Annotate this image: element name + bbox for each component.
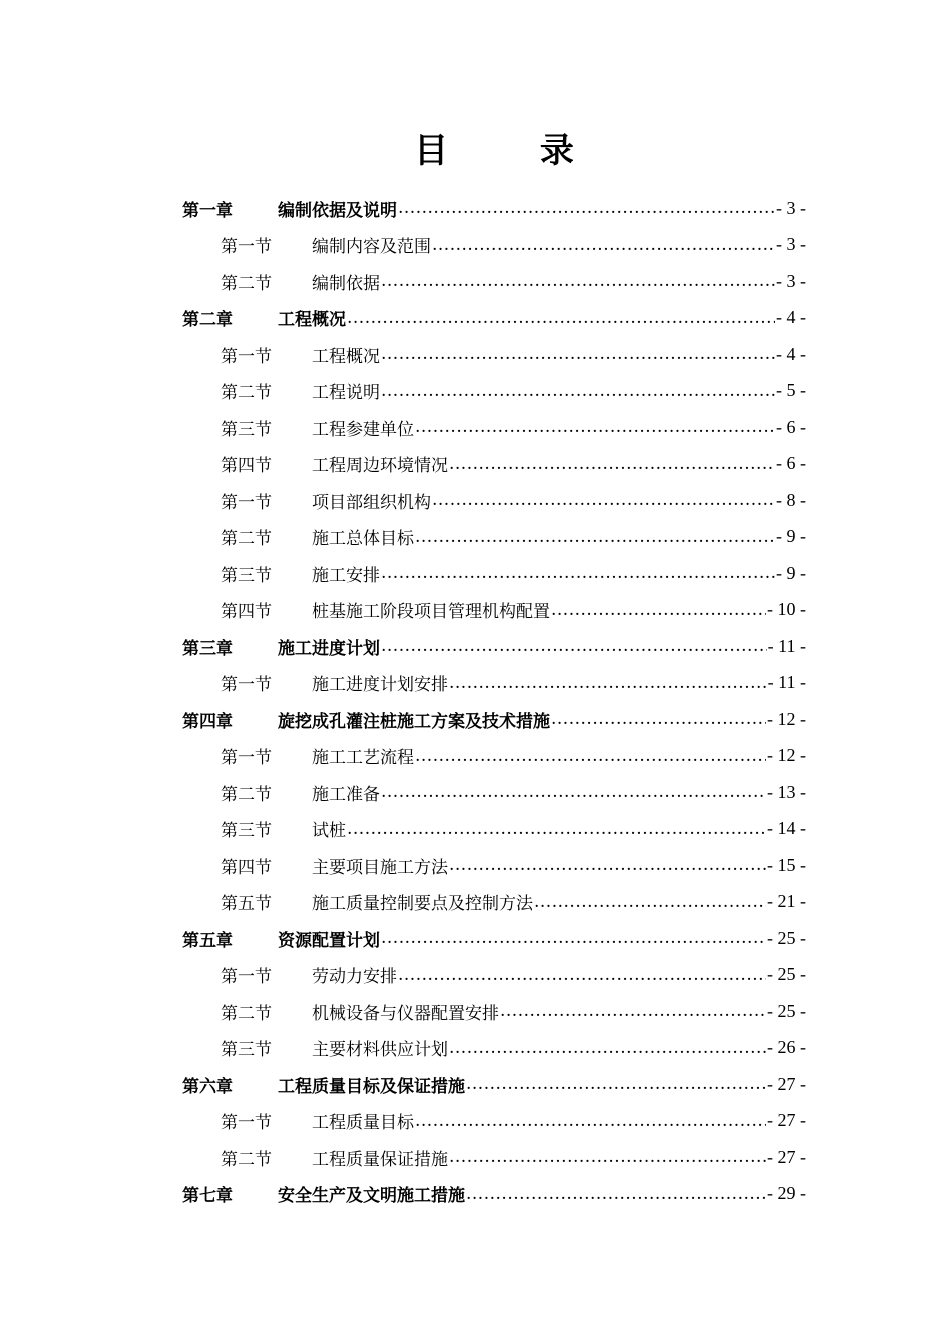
- entry-page-number: - 3 -: [776, 270, 806, 291]
- toc-section-entry[interactable]: [182, 1103, 806, 1140]
- dot-leader: [381, 636, 767, 656]
- entry-title: 工程说明: [312, 383, 380, 404]
- entry-page-number: - 8 -: [776, 489, 806, 510]
- entry-title: 工程质量目标: [312, 1113, 414, 1134]
- entry-number: 第六章: [182, 1076, 233, 1097]
- dot-leader: [466, 1184, 766, 1204]
- entry-title: 安全生产及文明施工措施: [278, 1186, 465, 1207]
- toc-section-entry[interactable]: [182, 957, 806, 994]
- toc-section-entry[interactable]: [182, 1139, 806, 1176]
- entry-page-number: - 4 -: [776, 343, 806, 364]
- toc-section-entry[interactable]: [182, 336, 806, 373]
- entry-number: 第五节: [221, 894, 272, 915]
- dot-leader: [347, 819, 766, 839]
- dot-leader: [415, 1111, 766, 1131]
- entry-number: 第一节: [221, 748, 272, 769]
- toc-chapter-entry[interactable]: [182, 1176, 806, 1213]
- entry-number: 第一节: [221, 346, 272, 367]
- entry-number: 第一节: [221, 1113, 272, 1134]
- toc-section-entry[interactable]: [182, 409, 806, 446]
- dot-leader: [381, 344, 775, 364]
- entry-number: 第二节: [221, 1149, 272, 1170]
- entry-number: 第二节: [221, 1003, 272, 1024]
- entry-number: 第四节: [221, 456, 272, 477]
- entry-page-number: - 14 -: [767, 818, 806, 839]
- toc-section-entry[interactable]: [182, 227, 806, 264]
- entry-title: 编制依据: [312, 273, 380, 294]
- entry-page-number: - 3 -: [776, 234, 806, 255]
- entry-page-number: - 4 -: [776, 307, 806, 328]
- entry-title: 资源配置计划: [278, 930, 380, 951]
- dot-leader: [398, 965, 766, 985]
- toc-section-entry[interactable]: [182, 1030, 806, 1067]
- entry-page-number: - 21 -: [767, 891, 806, 912]
- entry-page-number: - 25 -: [767, 1000, 806, 1021]
- entry-page-number: - 6 -: [776, 453, 806, 474]
- dot-leader: [449, 1147, 766, 1167]
- toc-chapter-entry[interactable]: [182, 300, 806, 337]
- dot-leader: [449, 454, 775, 474]
- entry-page-number: - 12 -: [767, 708, 806, 729]
- toc-section-entry[interactable]: [182, 263, 806, 300]
- entry-title: 工程参建单位: [312, 419, 414, 440]
- entry-title: 工程概况: [312, 346, 380, 367]
- dot-leader: [381, 271, 775, 291]
- entry-number: 第三节: [221, 419, 272, 440]
- entry-number: 第二节: [221, 784, 272, 805]
- dot-leader: [381, 563, 775, 583]
- entry-title: 试桩: [312, 821, 346, 842]
- entry-number: 第三节: [221, 1040, 272, 1061]
- entry-title: 施工总体目标: [312, 529, 414, 550]
- dot-leader: [381, 928, 766, 948]
- toc-section-entry[interactable]: [182, 482, 806, 519]
- toc-section-entry[interactable]: [182, 373, 806, 410]
- entry-title: 施工进度计划安排: [312, 675, 448, 696]
- toc-chapter-entry[interactable]: [182, 628, 806, 665]
- entry-page-number: - 11 -: [767, 672, 806, 693]
- entry-page-number: - 29 -: [767, 1183, 806, 1204]
- entry-title: 编制依据及说明: [278, 200, 397, 221]
- dot-leader: [415, 746, 766, 766]
- toc-title: 目 录: [414, 131, 614, 171]
- entry-number: 第一节: [221, 967, 272, 988]
- entry-number: 第四节: [221, 602, 272, 623]
- entry-number: 第一节: [221, 492, 272, 513]
- dot-leader: [449, 673, 767, 693]
- entry-number: 第二节: [221, 529, 272, 550]
- entry-title: 施工工艺流程: [312, 748, 414, 769]
- dot-leader: [551, 709, 766, 729]
- dot-leader: [551, 600, 766, 620]
- entry-title: 施工准备: [312, 784, 380, 805]
- entry-title: 施工安排: [312, 565, 380, 586]
- toc-section-entry[interactable]: [182, 993, 806, 1030]
- entry-title: 编制内容及范围: [312, 237, 431, 258]
- entry-number: 第三节: [221, 821, 272, 842]
- entry-number: 第五章: [182, 930, 233, 951]
- entry-page-number: - 27 -: [767, 1110, 806, 1131]
- entry-title: 劳动力安排: [312, 967, 397, 988]
- dot-leader: [449, 1038, 766, 1058]
- entry-page-number: - 26 -: [767, 1037, 806, 1058]
- dot-leader: [534, 892, 766, 912]
- entry-page-number: - 5 -: [776, 380, 806, 401]
- entry-page-number: - 11 -: [767, 635, 806, 656]
- dot-leader: [415, 417, 775, 437]
- dot-leader: [381, 782, 766, 802]
- entry-number: 第三节: [221, 565, 272, 586]
- toc-section-entry[interactable]: [182, 519, 806, 556]
- entry-number: 第一章: [182, 200, 233, 221]
- entry-page-number: - 10 -: [767, 599, 806, 620]
- entry-page-number: - 9 -: [776, 526, 806, 547]
- entry-title: 工程周边环境情况: [312, 456, 448, 477]
- dot-leader: [432, 235, 775, 255]
- dot-leader: [466, 1074, 766, 1094]
- entry-number: 第二节: [221, 273, 272, 294]
- toc-section-entry[interactable]: [182, 884, 806, 921]
- entry-page-number: - 27 -: [767, 1073, 806, 1094]
- entry-title: 机械设备与仪器配置安排: [312, 1003, 499, 1024]
- dot-leader: [381, 381, 775, 401]
- entry-page-number: - 25 -: [767, 964, 806, 985]
- toc-chapter-entry[interactable]: [182, 1066, 806, 1103]
- entry-page-number: - 27 -: [767, 1146, 806, 1167]
- entry-number: 第三章: [182, 638, 233, 659]
- toc-chapter-entry[interactable]: [182, 701, 806, 738]
- dot-leader: [347, 308, 775, 328]
- entry-page-number: - 13 -: [767, 781, 806, 802]
- toc-chapter-entry[interactable]: [182, 190, 806, 227]
- dot-leader: [449, 855, 766, 875]
- entry-page-number: - 9 -: [776, 562, 806, 583]
- entry-number: 第七章: [182, 1186, 233, 1207]
- dot-leader: [432, 490, 775, 510]
- entry-title: 桩基施工阶段项目管理机构配置: [312, 602, 550, 623]
- entry-number: 第二节: [221, 383, 272, 404]
- toc-list: [182, 190, 806, 1212]
- entry-page-number: - 12 -: [767, 745, 806, 766]
- entry-title: 工程概况: [278, 310, 346, 331]
- toc-section-entry[interactable]: [182, 738, 806, 775]
- dot-leader: [398, 198, 775, 218]
- entry-page-number: - 3 -: [776, 197, 806, 218]
- dot-leader: [415, 527, 775, 547]
- entry-title: 工程质量保证措施: [312, 1149, 448, 1170]
- entry-page-number: - 25 -: [767, 927, 806, 948]
- dot-leader: [500, 1001, 766, 1021]
- entry-number: 第四章: [182, 711, 233, 732]
- toc-section-entry[interactable]: [182, 592, 806, 629]
- entry-number: 第一节: [221, 237, 272, 258]
- toc-section-entry[interactable]: [182, 811, 806, 848]
- entry-title: 项目部组织机构: [312, 492, 431, 513]
- entry-title: 主要材料供应计划: [312, 1040, 448, 1061]
- entry-page-number: - 6 -: [776, 416, 806, 437]
- toc-section-entry[interactable]: [182, 446, 806, 483]
- entry-title: 施工质量控制要点及控制方法: [312, 894, 533, 915]
- toc-section-entry[interactable]: [182, 665, 806, 702]
- entry-number: 第二章: [182, 310, 233, 331]
- toc-section-entry[interactable]: [182, 555, 806, 592]
- entry-title: 施工进度计划: [278, 638, 380, 659]
- entry-page-number: - 15 -: [767, 854, 806, 875]
- toc-chapter-entry[interactable]: [182, 920, 806, 957]
- toc-section-entry[interactable]: [182, 774, 806, 811]
- entry-title: 主要项目施工方法: [312, 857, 448, 878]
- entry-number: 第一节: [221, 675, 272, 696]
- toc-section-entry[interactable]: [182, 847, 806, 884]
- entry-title: 旋挖成孔灌注桩施工方案及技术措施: [278, 711, 550, 732]
- entry-title: 工程质量目标及保证措施: [278, 1076, 465, 1097]
- entry-number: 第四节: [221, 857, 272, 878]
